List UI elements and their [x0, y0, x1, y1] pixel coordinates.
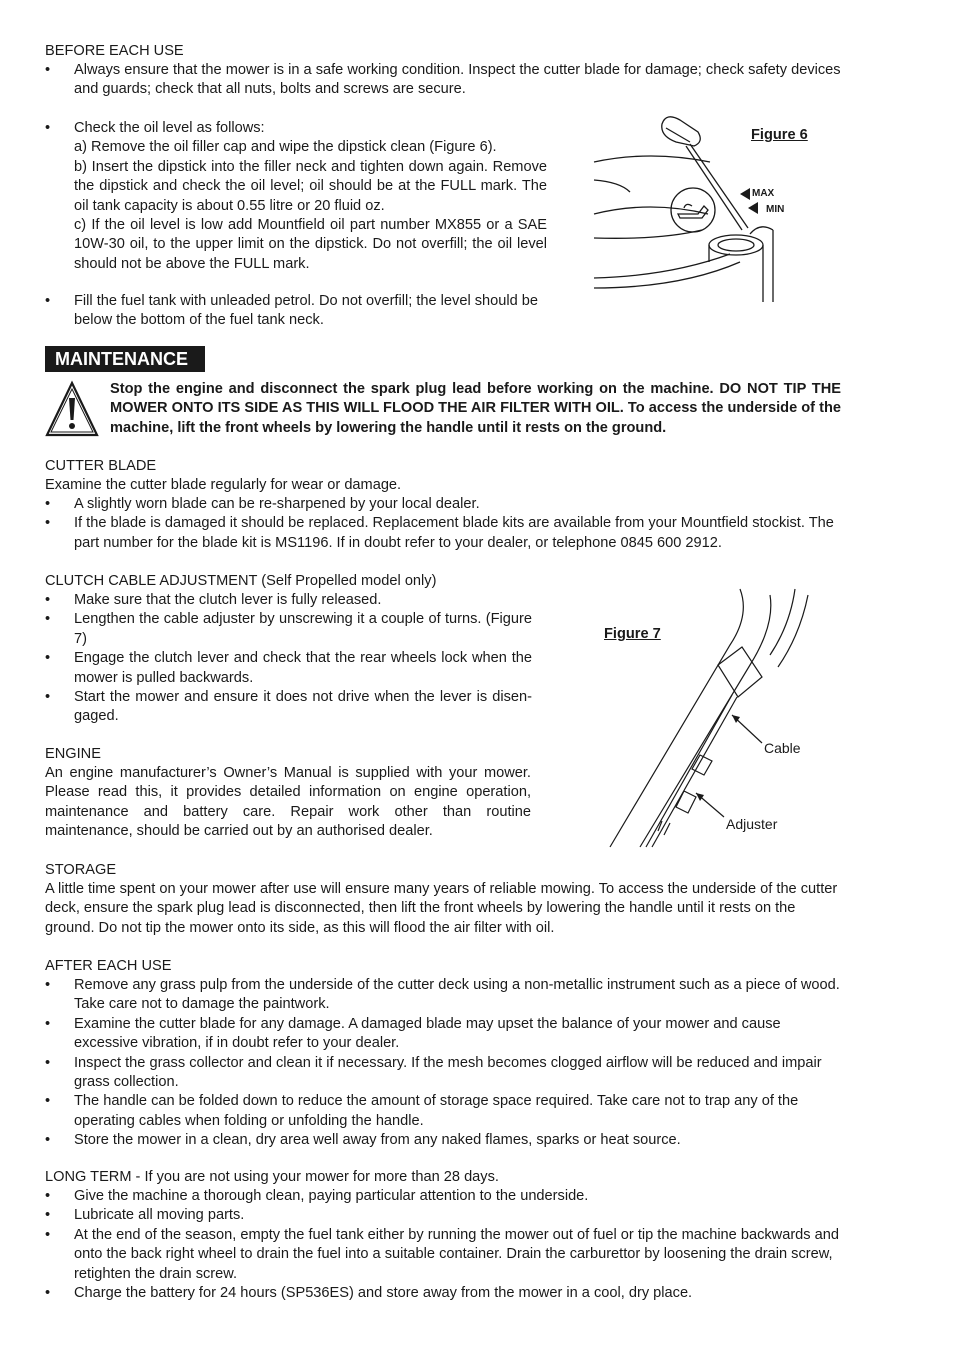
list-item: • At the end of the season, empty the fuel tank either by running the mower out of fuel or tip the machine backwards and onto the back right wheel to drain the fuel into a suitable container. Drain the carburettor by loosening the drain screw, retighten the drain screw. — [45, 1226, 845, 1284]
cutter-blade-list — [45, 495, 845, 553]
maintenance-title: MAINTENANCE — [45, 346, 205, 372]
clutch-cable-illustration — [600, 585, 815, 850]
storage-heading: STORAGE — [45, 862, 117, 878]
list-item: • Fill the fuel tank with unleaded petrol. Do not overfill; the level should be below the bottom of the fuel tank neck. — [45, 292, 547, 331]
list-item: • Store the mower in a clean, dry area well away from any naked flames, sparks or heat source. — [45, 1131, 845, 1150]
oil-step-c: c) If the oil level is low add Mountfield oil part number MX855 or a SAE 10W-30 oil, to the upper limit on the dipstick. Do not overfill; the oil level should not be above the FULL mark. — [74, 217, 547, 272]
list-item — [45, 119, 547, 274]
figure6-max-label: MAX — [752, 188, 775, 199]
clutch-list — [45, 591, 532, 727]
list-item: • Always ensure that the mower is in a safe working condition. Inspect the cutter blade for damage; check safety devices and guards; check that all nuts, bolts and screws are secure. — [45, 61, 845, 100]
list-item: • If the blade is damaged it should be replaced. Replacement blade kits are available from your Mountfield stockist. The part number for the blade kit is MS1196. If in doubt refer to your dealer, or telephone 0845 600 2912. — [45, 514, 845, 553]
list-item: • Give the machine a thorough clean, paying particular attention to the underside. — [45, 1187, 845, 1206]
list-item: • Charge the battery for 24 hours (SP536ES) and store away from the mower in a cool, dry place. — [45, 1284, 845, 1303]
cutter-blade-intro: Examine the cutter blade regularly for wear or damage. — [45, 477, 402, 493]
before-each-use-list-1 — [45, 61, 845, 100]
list-item: • Make sure that the clutch lever is fully released. — [45, 591, 532, 610]
fuel-list — [45, 292, 547, 331]
after-each-use-list — [45, 976, 845, 1151]
figure7-label: Figure 7 — [604, 626, 661, 642]
before-each-use-heading: BEFORE EACH USE — [45, 43, 184, 59]
list-item: • Start the mower and ensure it does not drive when the lever is disen-gaged. — [45, 688, 532, 727]
long-term-heading: LONG TERM - If you are not using your mower for more than 28 days. — [45, 1169, 499, 1185]
list-item: • Examine the cutter blade for any damage. A damaged blade may upset the balance of your mower and cause excessive vibration, if in doubt refer to your dealer. — [45, 1015, 845, 1054]
maintenance-warning: Stop the engine and disconnect the spark plug lead before working on the machine. DO NOT TIP THE MOWER ONTO ITS SIDE AS THIS WILL FLOOD THE AIR FILTER WITH OIL. To access the underside of the machine, lift the front wheels by lowering the handle until it rests on the ground. — [110, 381, 841, 436]
dipstick-illustration — [590, 102, 790, 304]
oil-check-list — [45, 119, 547, 274]
after-each-use-heading: AFTER EACH USE — [45, 958, 172, 974]
engine-text: An engine manufacturer’s Owner’s Manual is supplied with your mower. Please read this, it provides detailed information on engine operation, maintenance and battery care. Repair work other than routine maintenance, should be carried out by an authorised dealer. — [45, 765, 531, 840]
list-item: • Lubricate all moving parts. — [45, 1206, 845, 1225]
figure7-cable-label: Cable — [764, 740, 801, 756]
oil-step-b: b) Insert the dipstick into the filler neck and tighten down again. Remove the dipstick and check the oil level; oil should be at the FULL mark. The oil tank capacity is about 0.55 litre or 20 fluid oz. — [74, 158, 547, 214]
figure7-adjuster-label: Adjuster — [726, 816, 778, 832]
oil-check-intro: • Check the oil level as follows: — [74, 120, 265, 136]
clutch-heading: CLUTCH CABLE ADJUSTMENT (Self Propelled model only) — [45, 573, 437, 589]
long-term-list — [45, 1187, 845, 1303]
list-item: • Remove any grass pulp from the underside of the cutter deck using a non-metallic instrument such as a piece of wood. Take care not to damage the paintwork. — [45, 976, 845, 1015]
list-item: • The handle can be folded down to reduce the amount of storage space required. Take care not to trap any of the operating cables when folding or unfolding the handle. — [45, 1092, 845, 1131]
cutter-blade-heading: CUTTER BLADE — [45, 458, 157, 474]
oil-step-a: a) Remove the oil filler cap and wipe the dipstick clean (Figure 6). — [74, 139, 497, 156]
warning-icon — [44, 380, 100, 438]
figure6-min-label: MIN — [766, 204, 785, 215]
list-item: • Lengthen the cable adjuster by unscrewing it a couple of turns. (Figure 7) — [45, 610, 532, 649]
list-item: • A slightly worn blade can be re-sharpened by your local dealer. — [45, 495, 845, 514]
figure6-label: Figure 6 — [751, 127, 808, 143]
list-item: • Engage the clutch lever and check that the rear wheels lock when the mower is pulled backwards. — [45, 649, 532, 688]
engine-heading: ENGINE — [45, 746, 101, 762]
list-item: • Inspect the grass collector and clean it if necessary. If the mesh becomes clogged airflow will be reduced and impair grass collection. — [45, 1054, 845, 1093]
storage-text: A little time spent on your mower after use will ensure many years of reliable mowing. To access the underside of the cutter deck, ensure the spark plug lead is disconnected, then lift the front wheels by lowering the handle until it rests on the ground. Do not tip the mower onto its side, as this will flood the air filter with oil. — [45, 881, 838, 936]
